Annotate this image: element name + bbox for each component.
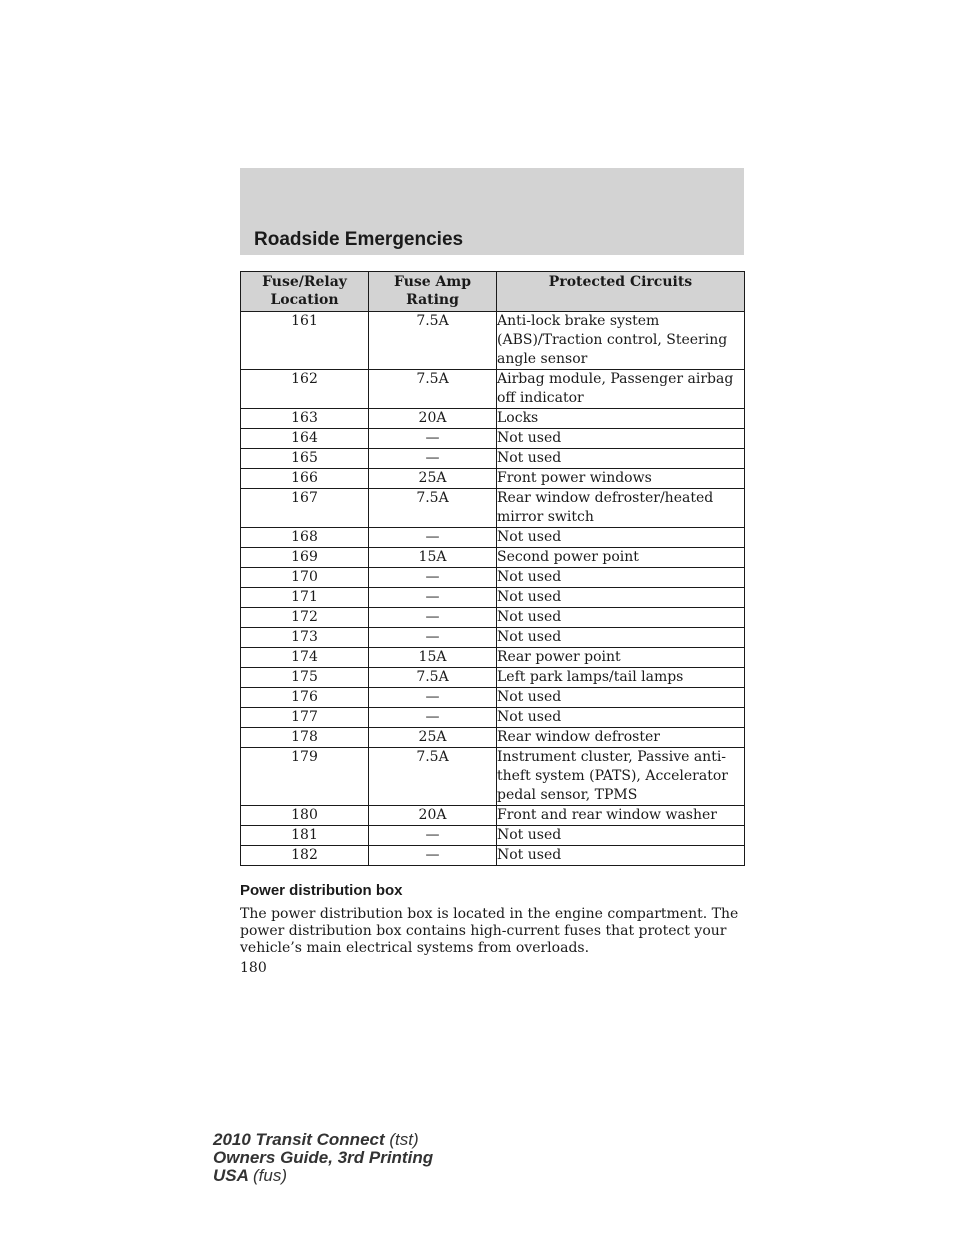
protected-circuits-cell: Not used [497,449,745,469]
fuse-location-cell: 171 [241,588,369,608]
fuse-location-cell: 163 [241,409,369,429]
protected-circuits-cell: Rear power point [497,648,745,668]
fuse-location-cell: 182 [241,846,369,866]
fuse-location-cell: 176 [241,688,369,708]
page-number: 180 [240,960,267,976]
protected-circuits-cell: Not used [497,708,745,728]
table-row [241,588,745,608]
fuse-location-cell: 180 [241,806,369,826]
fuse-table [240,271,745,866]
fuse-location-cell: 177 [241,708,369,728]
footer-market: USA [213,1166,249,1185]
footer-line-2: Owners Guide, 3rd Printing [213,1148,434,1167]
footer-model-code: (tst) [389,1130,419,1149]
footer-market-code: (fus) [253,1166,287,1185]
protected-circuits-cell: Not used [497,826,745,846]
protected-circuits-cell: Not used [497,568,745,588]
protected-circuits-cell: Not used [497,528,745,548]
protected-circuits-cell: Not used [497,688,745,708]
protected-circuits-cell: Rear window defroster/heated mirror switch [497,489,745,528]
fuse-location-cell: 179 [241,748,369,806]
table-row [241,628,745,648]
fuse-location-cell: 166 [241,469,369,489]
fuse-location-cell: 178 [241,728,369,748]
fuse-rating-cell: — [369,528,497,548]
fuse-rating-cell: 7.5A [369,312,497,370]
protected-circuits-cell: Front power windows [497,469,745,489]
fuse-rating-cell: — [369,449,497,469]
document-footer [213,1131,433,1185]
footer-model: 2010 Transit Connect [213,1130,385,1149]
power-distribution-heading: Power distribution box [240,882,403,899]
section-header-band [240,168,744,255]
protected-circuits-cell: Instrument cluster, Passive anti-theft system (PATS), Accelerator pedal sensor, TPMS [497,748,745,806]
fuse-rating-cell: — [369,429,497,449]
table-row [241,668,745,688]
table-row [241,608,745,628]
fuse-location-cell: 164 [241,429,369,449]
column-header-circuits: Protected Circuits [497,272,745,312]
protected-circuits-cell: Not used [497,588,745,608]
fuse-location-cell: 162 [241,370,369,409]
protected-circuits-cell: Locks [497,409,745,429]
table-row [241,846,745,866]
fuse-location-cell: 167 [241,489,369,528]
fuse-rating-cell: — [369,588,497,608]
fuse-rating-cell: — [369,568,497,588]
column-header-location: Fuse/Relay Location [241,272,369,312]
table-row [241,409,745,429]
table-row [241,548,745,568]
protected-circuits-cell: Rear window defroster [497,728,745,748]
protected-circuits-cell: Not used [497,608,745,628]
fuse-location-cell: 181 [241,826,369,846]
footer-line-1 [213,1131,433,1149]
fuse-rating-cell: 25A [369,469,497,489]
fuse-location-cell: 175 [241,668,369,688]
fuse-rating-cell: — [369,608,497,628]
protected-circuits-cell: Anti-lock brake system (ABS)/Traction control, Steering angle sensor [497,312,745,370]
fuse-location-cell: 161 [241,312,369,370]
column-header-rating: Fuse Amp Rating [369,272,497,312]
protected-circuits-cell: Airbag module, Passenger airbag off indicator [497,370,745,409]
fuse-rating-cell: 15A [369,548,497,568]
protected-circuits-cell: Not used [497,846,745,866]
table-row [241,728,745,748]
fuse-location-cell: 173 [241,628,369,648]
table-header-row [241,272,745,312]
fuse-rating-cell: — [369,688,497,708]
fuse-location-cell: 168 [241,528,369,548]
fuse-rating-cell: — [369,708,497,728]
table-row [241,806,745,826]
table-row [241,568,745,588]
fuse-rating-cell: — [369,628,497,648]
table-row [241,708,745,728]
fuse-rating-cell: 7.5A [369,489,497,528]
footer-line-3 [213,1167,433,1185]
fuse-rating-cell: 25A [369,728,497,748]
fuse-location-cell: 170 [241,568,369,588]
fuse-location-cell: 165 [241,449,369,469]
fuse-location-cell: 169 [241,548,369,568]
protected-circuits-cell: Front and rear window washer [497,806,745,826]
protected-circuits-cell: Left park lamps/tail lamps [497,668,745,688]
table-row [241,748,745,806]
fuse-rating-cell: 7.5A [369,748,497,806]
table-row [241,429,745,449]
table-row [241,469,745,489]
table-row [241,648,745,668]
fuse-rating-cell: — [369,846,497,866]
table-row [241,449,745,469]
fuse-rating-cell: 7.5A [369,668,497,688]
table-row [241,688,745,708]
power-distribution-paragraph: The power distribution box is located in the engine compartment. The power distribution box contains high-current fuses that protect your vehicle’s main electrical systems from overloads. [240,906,739,956]
table-row [241,312,745,370]
fuse-rating-cell: 7.5A [369,370,497,409]
protected-circuits-cell: Not used [497,628,745,648]
fuse-location-cell: 174 [241,648,369,668]
table-row [241,489,745,528]
table-row [241,826,745,846]
fuse-rating-cell: 20A [369,409,497,429]
protected-circuits-cell: Not used [497,429,745,449]
section-title: Roadside Emergencies [254,229,464,250]
table-row [241,370,745,409]
table-row [241,528,745,548]
fuse-rating-cell: — [369,826,497,846]
fuse-rating-cell: 20A [369,806,497,826]
fuse-rating-cell: 15A [369,648,497,668]
protected-circuits-cell: Second power point [497,548,745,568]
fuse-location-cell: 172 [241,608,369,628]
